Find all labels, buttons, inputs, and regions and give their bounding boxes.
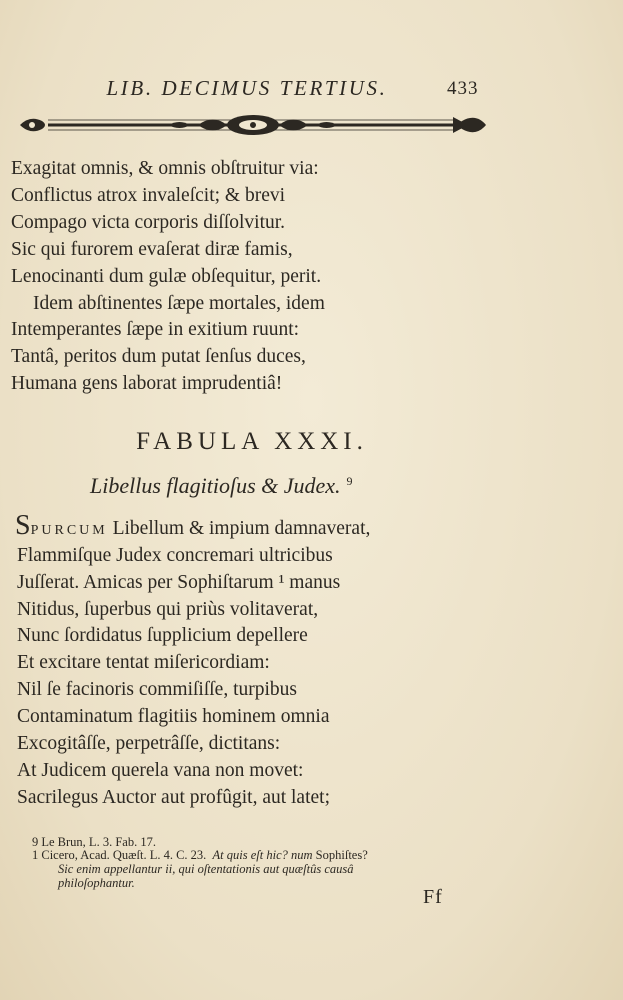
verse-line: Flammiſque Judex concremari ultricibus — [17, 545, 333, 566]
fable-title: FABULA XXXI. — [136, 428, 368, 455]
footnote-1-end — [58, 876, 135, 891]
footnote-1-quote: At quis eſt hic? num — [212, 848, 313, 862]
verse-line: Juſſerat. Amicas per Sophiſtarum ¹ manus — [17, 572, 341, 593]
verse-first-line-rest: Libellum & impium damnaverat, — [112, 518, 371, 539]
footnote-9: 9 Le Brun, L. 3. Fab. 17. — [32, 835, 156, 849]
footnote-1-source: 1 Cicero, Acad. Quæſt. L. 4. C. 23. — [32, 848, 207, 862]
verse-line: Lenocinanti dum gulæ obſequitur, perit. — [11, 266, 322, 287]
footnote-1-cont — [58, 862, 353, 877]
ornament-divider — [18, 111, 488, 139]
running-title: LIB. DECIMUS TERTIUS. — [106, 76, 388, 100]
verse-line: Sic qui furorem evaſerat diræ famis, — [11, 239, 293, 260]
page-number: 433 — [447, 78, 479, 99]
verse-line: Nitidus, ſuperbus qui priùs volitaverat, — [17, 599, 319, 620]
verse-line: Contaminatum flagitiis hominem omnia — [17, 706, 330, 727]
verse-line: Exagitat omnis, & omnis obſtruitur via: — [11, 158, 319, 179]
fable-subtitle — [90, 473, 353, 499]
footnote-1-gloss-end: philoſophantur. — [58, 876, 135, 890]
verse-first-line — [15, 510, 371, 543]
footnote-1 — [32, 848, 368, 863]
drop-cap: S — [15, 510, 31, 541]
signature-mark: Ff — [423, 886, 443, 908]
verse-line: Humana gens laborat imprudentiâ! — [11, 373, 283, 394]
verse-line: Intemperantes ſæpe in exitium ruunt: — [11, 319, 300, 340]
verse-line: Excogitâſſe, perpetrâſſe, dictitans: — [17, 733, 281, 754]
footnote-1-gloss: Sic enim appellantur ii, qui oſtentationis aut quæſtûs causâ — [58, 862, 354, 876]
verse-line: Nunc ſordidatus ſupplicium depellere — [17, 625, 308, 646]
small-caps-word: PURCUM — [30, 523, 108, 538]
verse-line: Et excitare tentat miſericordiam: — [17, 652, 270, 673]
verse-line: Conflictus atrox invaleſcit; & brevi — [11, 185, 286, 206]
fable-subtitle-text: Libellus flagitioſus & Judex. — [90, 473, 341, 498]
footnote-1-word: Sophiſtes? — [315, 848, 368, 862]
verse-line: Nil ſe facinoris commiſiſſe, turpibus — [17, 679, 297, 700]
footnote-marker: 9 — [346, 474, 353, 488]
verse-line: Idem abſtinentes ſæpe mortales, idem — [33, 293, 325, 314]
verse-line: Compago victa corporis diſſolvitur. — [11, 212, 286, 233]
page-header — [0, 76, 623, 106]
verse-line: At Judicem querela vana non movet: — [17, 760, 304, 781]
verse-line: Tantâ, peritos dum putat ſenſus duces, — [11, 346, 306, 367]
verse-line: Sacrilegus Auctor aut profûgit, aut latet; — [17, 787, 330, 808]
